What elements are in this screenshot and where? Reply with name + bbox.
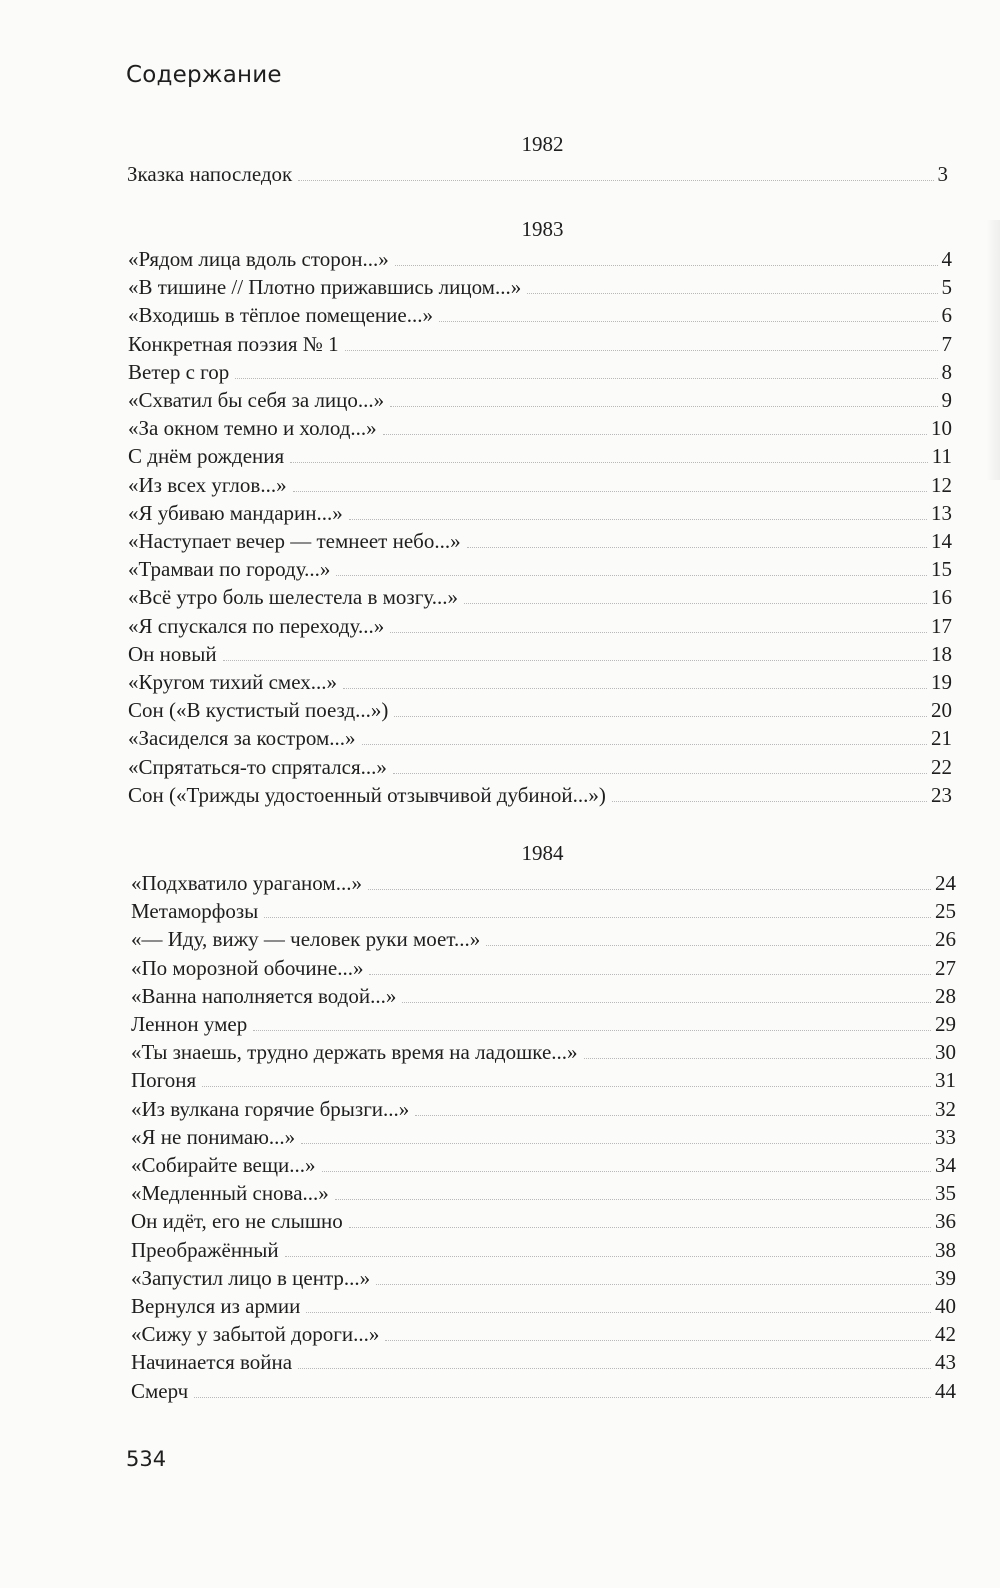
toc-entry-title: «Схватил бы себя за лицо...»	[128, 388, 385, 412]
toc-entry[interactable]	[131, 1346, 956, 1374]
toc-entry-title: «По морозной обочине...»	[131, 955, 364, 980]
toc-entry[interactable]	[131, 1205, 956, 1233]
toc-entry-page: 10	[931, 416, 952, 441]
dot-leader	[467, 546, 927, 548]
dot-leader	[322, 1170, 931, 1172]
toc-entry-page: 21	[931, 726, 952, 751]
toc-entry-title: «Я не понимаю...»	[131, 1124, 296, 1149]
toc-entry[interactable]	[128, 638, 952, 666]
toc-entry[interactable]	[131, 1234, 956, 1262]
toc-entry[interactable]	[128, 694, 952, 722]
toc-entry-title: Он новый	[128, 641, 217, 666]
toc-entry[interactable]	[128, 469, 952, 497]
toc-entry[interactable]	[128, 497, 952, 525]
toc-entry-title: «Засиделся за костром...»	[128, 726, 356, 751]
dot-leader	[298, 1367, 931, 1369]
dot-leader	[369, 973, 931, 975]
toc-entry-page: 34	[935, 1153, 956, 1177]
dot-leader	[298, 179, 933, 181]
dot-leader	[393, 772, 927, 774]
toc-entry-title: Метаморфозы	[131, 899, 259, 924]
toc-entry[interactable]	[128, 722, 952, 750]
toc-entry-page: 17	[931, 613, 952, 638]
toc-entry-page: 25	[935, 899, 956, 924]
dot-leader	[264, 916, 931, 918]
toc-entry-title: «Запустил лицо в центр...»	[131, 1265, 371, 1290]
dot-leader	[345, 349, 938, 351]
toc-entry[interactable]	[128, 666, 952, 694]
dot-leader	[285, 1255, 931, 1257]
toc-entry[interactable]	[128, 553, 952, 581]
dot-leader	[415, 1114, 931, 1116]
toc-entry-title: Преображённый	[131, 1237, 279, 1262]
dot-leader	[293, 490, 927, 492]
dot-leader	[464, 602, 927, 604]
toc-entry[interactable]	[131, 895, 956, 923]
toc-entry-page: 6	[941, 303, 952, 328]
dot-leader	[612, 800, 927, 802]
toc-entry-title: С днём рождения	[128, 444, 285, 469]
toc-entry-page: 11	[931, 444, 952, 469]
toc-entry-title: «Из всех углов...»	[128, 472, 287, 497]
dot-leader	[394, 715, 927, 717]
toc-entry[interactable]	[131, 1290, 956, 1318]
dot-leader	[349, 1226, 931, 1228]
toc-entry[interactable]	[131, 1262, 956, 1290]
toc-entry[interactable]	[128, 356, 952, 384]
toc-entry-page: 12	[931, 472, 952, 497]
page-number: 534	[126, 1447, 167, 1471]
toc-entry-title: Конкретная поэзия № 1	[128, 331, 339, 356]
dot-leader	[290, 461, 928, 463]
toc-entry-title: «Медленный снова...»	[131, 1181, 329, 1206]
toc-entry[interactable]	[128, 610, 952, 638]
toc-entry-page: 20	[931, 698, 952, 723]
dot-leader	[395, 264, 938, 266]
toc-entry-page: 36	[935, 1209, 956, 1234]
dot-leader	[194, 1396, 931, 1398]
toc-entry[interactable]	[131, 923, 956, 951]
toc-entry-title: «В тишине // Плотно прижавшись лицом...»	[128, 275, 522, 300]
toc-entry[interactable]	[128, 328, 952, 356]
dot-leader	[223, 659, 927, 661]
toc-entry[interactable]	[128, 581, 952, 609]
toc-entry[interactable]	[131, 1064, 956, 1092]
toc-entry-title: «Собирайте вещи...»	[131, 1153, 316, 1177]
toc-entry[interactable]	[131, 1093, 956, 1121]
toc-entry-page: 31	[935, 1068, 956, 1093]
toc-entry-page: 27	[935, 955, 956, 980]
toc-entry-title: «Я спускался по переходу...»	[128, 613, 385, 638]
toc-entry-page: 30	[935, 1040, 956, 1065]
section-year: 1984	[521, 841, 564, 865]
toc-entry[interactable]	[131, 952, 956, 980]
toc-entry-title: Он идёт, его не слышно	[131, 1209, 343, 1234]
toc-entry-page: 5	[941, 275, 952, 300]
toc-entry-title: «Сижу у забытой дороги...»	[131, 1322, 380, 1347]
toc-entry-page: 28	[935, 983, 956, 1008]
toc-entry[interactable]	[128, 440, 952, 468]
toc-entry-page: 38	[935, 1237, 956, 1262]
toc-entry-page: 4	[941, 247, 952, 271]
toc-entry[interactable]	[128, 384, 952, 412]
toc-entry[interactable]	[128, 271, 952, 299]
toc-entry-page: 35	[935, 1181, 956, 1206]
toc-entry[interactable]	[127, 158, 948, 186]
toc-entry[interactable]	[131, 1375, 956, 1403]
toc-entry-page: 14	[931, 529, 952, 553]
page-title: Содержание	[126, 62, 282, 88]
toc-entry[interactable]	[128, 412, 952, 440]
toc-entry-page: 15	[931, 557, 952, 582]
toc-entry-page: 42	[935, 1322, 956, 1347]
toc-entry[interactable]	[128, 525, 952, 553]
toc-entry-title: Вернулся из армии	[131, 1294, 301, 1318]
dot-leader	[349, 518, 927, 520]
dot-leader	[306, 1311, 931, 1313]
toc-entry[interactable]	[131, 1036, 956, 1064]
dot-leader	[527, 292, 937, 294]
toc-entry-title: «Наступает вечер — темнеет небо...»	[128, 529, 461, 553]
toc-entry-title: «Ты знаешь, трудно держать время на ладошке...»	[131, 1040, 578, 1065]
dot-leader	[486, 944, 931, 946]
toc-entry-page: 44	[935, 1378, 956, 1403]
toc-entry-page: 7	[941, 331, 952, 356]
toc-entry-page: 26	[935, 927, 956, 952]
toc-entry[interactable]	[131, 1177, 956, 1205]
toc-entry[interactable]	[131, 1318, 956, 1346]
dot-leader	[202, 1085, 931, 1087]
toc-entry[interactable]	[128, 751, 952, 779]
dot-leader	[335, 1198, 931, 1200]
toc-entry-title: «Рядом лица вдоль сторон...»	[128, 247, 389, 271]
toc-entry-page: 16	[931, 585, 952, 610]
toc-entry-page: 9	[941, 388, 952, 412]
toc-entry[interactable]	[131, 1121, 956, 1149]
toc-entry-page: 23	[931, 782, 952, 807]
dot-leader	[376, 1283, 931, 1285]
toc-entry-title: Зказка напоследок	[127, 162, 293, 186]
section-year: 1983	[521, 217, 564, 241]
toc-entry-page: 32	[935, 1096, 956, 1121]
dot-leader	[235, 377, 937, 379]
section-year: 1982	[521, 132, 564, 156]
toc-entry-title: Погоня	[131, 1068, 197, 1093]
toc-entry[interactable]	[131, 980, 956, 1008]
toc-entry-title: Ветер с гор	[128, 359, 230, 384]
toc-entry-title: Смерч	[131, 1378, 189, 1403]
toc-entry[interactable]	[131, 867, 956, 895]
dot-leader	[343, 687, 927, 689]
dot-leader	[336, 574, 927, 576]
dot-leader	[402, 1001, 931, 1003]
toc-entry-page: 29	[935, 1012, 956, 1036]
toc-entry-page: 24	[935, 871, 956, 895]
dot-leader	[301, 1142, 931, 1144]
toc-entry-title: Сон («Трижды удостоенный отзывчивой дубиной...»)	[128, 782, 606, 807]
toc-entry-page: 19	[931, 670, 952, 694]
toc-entry-page: 43	[935, 1350, 956, 1375]
toc-entry-page: 8	[941, 359, 952, 384]
toc-entry-title: «Входишь в тёплое помещение...»	[128, 303, 433, 328]
dot-leader	[390, 631, 927, 633]
toc-entry[interactable]	[131, 1008, 956, 1036]
toc-entry-title: «Ванна наполняется водой...»	[131, 983, 397, 1008]
toc-entry-page: 40	[935, 1294, 956, 1318]
toc-entry-title: «Подхватило ураганом...»	[131, 871, 362, 895]
toc-entry-title: «— Иду, вижу — человек руки моет...»	[131, 927, 481, 952]
dot-leader	[439, 320, 938, 322]
toc-entry-title: «Трамваи по городу...»	[128, 557, 331, 582]
toc-entry-page: 22	[931, 754, 952, 779]
toc-entry-title: «За окном темно и холод...»	[128, 416, 377, 441]
toc-entry-title: «Всё утро боль шелестела в мозгу...»	[128, 585, 458, 610]
toc-entry-title: Сон («В кустистый поезд...»)	[128, 698, 389, 723]
toc-entry-page: 39	[935, 1265, 956, 1290]
toc-entry-page: 18	[931, 641, 952, 666]
toc-entry-title: «Спрятаться-то спрятался...»	[128, 754, 387, 779]
toc-entry-title: Леннон умер	[131, 1012, 248, 1036]
dot-leader	[390, 405, 937, 407]
dot-leader	[584, 1057, 931, 1059]
dot-leader	[368, 888, 931, 890]
dot-leader	[383, 433, 927, 435]
toc-entry-title: «Из вулкана горячие брызги...»	[131, 1096, 410, 1121]
toc-entry-title: «Я убиваю мандарин...»	[128, 500, 343, 525]
toc-entry-page: 3	[937, 162, 948, 186]
dot-leader	[253, 1029, 931, 1031]
dot-leader	[362, 743, 927, 745]
toc-entry[interactable]	[128, 243, 952, 271]
toc-entry[interactable]	[128, 779, 952, 807]
toc-entry-title: Начинается война	[131, 1350, 293, 1375]
toc-entry-page: 13	[931, 500, 952, 525]
toc-entry[interactable]	[131, 1149, 956, 1177]
toc-entry-title: «Кругом тихий смех...»	[128, 670, 338, 694]
toc-entry[interactable]	[128, 299, 952, 327]
dot-leader	[385, 1339, 931, 1341]
toc-entry-page: 33	[935, 1124, 956, 1149]
